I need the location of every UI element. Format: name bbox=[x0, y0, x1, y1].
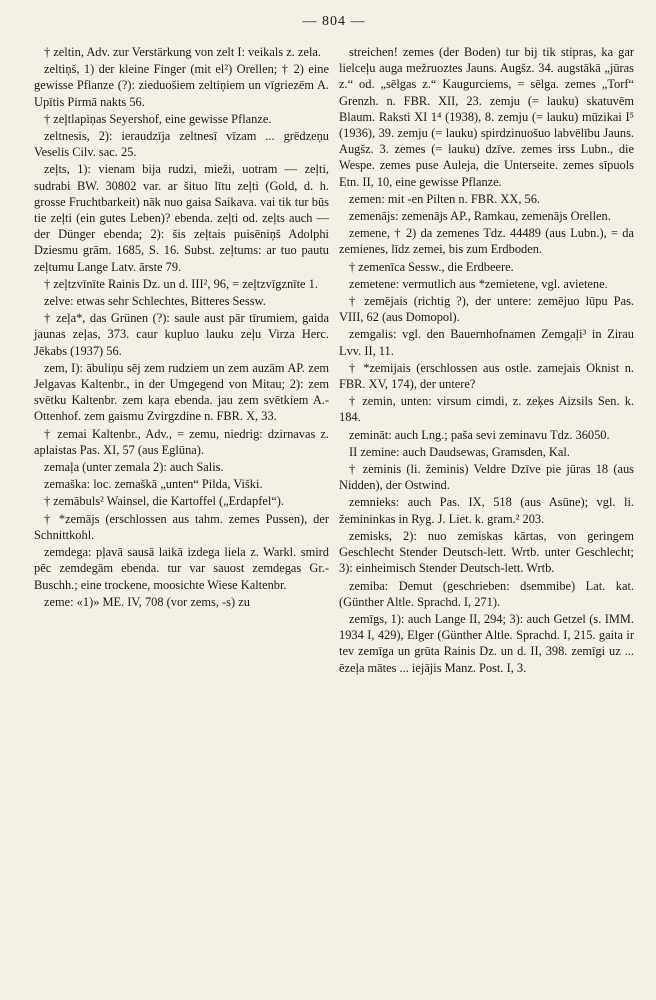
entry: II zemine: auch Daudsewas, Gramsden, Kal. bbox=[349, 444, 570, 459]
entry: † zeminis (li. žeminis) Veldre Dzīve pie jūras 18 (aus Nidden), der Ostwind. bbox=[339, 462, 634, 493]
columns bbox=[34, 44, 634, 677]
entry: zeme: «1)» ME. IV, 708 (vor zems, -s) zu bbox=[44, 594, 250, 609]
entry: zemisks, 2): nuo zemiskas kārtas, von geringem Geschlecht Stender Deutsch-lett. Wrtb. unter Geschlecht; 3): einheimisch Stender Deutsch-lett. Wrtb. bbox=[339, 528, 634, 576]
entry: † *zemājs (erschlossen aus tahm. zemes Pussen), der Schnittkohl. bbox=[34, 511, 329, 542]
entry: † zeļa*, das Grünen (?): saule aust pār tīrumiem, gaida jaunas zeļas, 373. caur kupluo lauku zeļu Virza Herc. Jēkabs (1937) 56. bbox=[34, 311, 329, 358]
entry: zem, I): ābuliņu sēj zem rudziem un zem auzām AP. zem Jelgavas Kaltenbr., in der Umgegend von Mitau; 2): zem svētku Kaltenbr. zem kaŗa ebenda. jau zem svētkiem A.-Ottenhof. zem gaismu Zvirgzdine n. FBR. X, 33. bbox=[34, 360, 329, 424]
entry: zemiba: Demut (geschrieben: dsemmibe) Lat. kat. (Günther Altle. Sprachd. I, 271). bbox=[339, 578, 634, 609]
entry: zemene, † 2) da zemenes Tdz. 44489 (aus Lubn.), = da zemienes, līdz zemei, bis zum Erdboden. bbox=[339, 226, 634, 257]
entry: zemaška: loc. zemaškā „unten“ Pilda, Viški. bbox=[44, 477, 263, 492]
page-header: — 804 — bbox=[302, 14, 366, 29]
entry: zemaļa (unter zemala 2): auch Salis. bbox=[44, 460, 224, 475]
entry: † zemenīca Sessw., die Erdbeere. bbox=[349, 259, 514, 274]
entry: zeļts, 1): vienam bija rudzi, mieži, uotram — zeļti, sudrabi BW. 30802 var. ar šituo lītu zeļti (Gold, d. h. grosse Fruchtbarkeit) nāk nuo gaisa Saikava. vai tik tur būs tie zeļti (ein gutes Leben)? ebenda. zeļti od. zeļts auch — der Dünger ebenda; 2): šis zeļtais puisēniņš Adolphi Dziesmu grām. 1685, S. 16. Subst. zeļtums: ar tuo pautu zeļtumu Lange Latv. ārste 79. bbox=[34, 162, 329, 274]
entry: zemīgs, 1): auch Lange II, 294; 3): auch Getzel (s. IMM. 1934 I, 429), Elger (Günther Altle. Sprachd. I, 215. gaita ir tev zemīga un grūta Rainis Dz. un d. II, 398. zemīgi uz ... ēzeļa mātes ... iejājis Manz. Post. I, 3. bbox=[339, 611, 634, 675]
entry: zemnieks: auch Pas. IX, 518 (aus Asūne); vgl. li. žemininkas in Ryg. J. Liet. k. gram.² 203. bbox=[339, 495, 634, 526]
entry: streichen! zemes (der Boden) tur bij tik stipras, ka gar lielceļu auga mežruoztes Jauns. Augšz. 34. augstākā „jūras z.“ od. „sēlgas z.“ Kaugurciems, = sēlga. zemes „Torf“ Grenzh. n. FBR. XII, 23. zemju (= lauku) skatuvēm Blaum. Raksti XI 1⁴ (1938), 8. zemju (= lauku) mūzikai I⁵ (1936), 39. zemju (= lauku) spirdzinuošuo labvēlību Jauns. Augšz. 3. zemes (= lauku) dzīve. zemes irss Lubn., die Wespe. zemes puse Auleja, die Unterseite. zemes sīpuols Etn. II, 10, eine gewisse Pflanze. bbox=[339, 45, 634, 189]
entry: † *zemijais (erschlossen aus ostle. zamejais Oknist n. FBR. XV, 174), der untere? bbox=[339, 360, 634, 392]
right-column bbox=[339, 44, 634, 677]
entry: zemināt: auch Lng.; paša sevi zeminavu Tdz. 36050. bbox=[349, 427, 610, 442]
entry: zemenājs: zemenājs AP., Ramkau, zemenājs Orellen. bbox=[349, 209, 611, 224]
entry: † zemin, unten: virsum cimdi, z. zeķes Aizsils Sen. k. 184. bbox=[339, 394, 634, 425]
entry: zemgalis: vgl. den Bauernhofnamen Zemgaļi³ in Zirau Lvv. II, 11. bbox=[339, 327, 634, 358]
entry: † zeļtzvīnīte Rainis Dz. un d. III², 96, = zeļtzvīgznīte 1. bbox=[44, 276, 318, 291]
entry: † zemābuls² Wainsel, die Kartoffel („Erdapfel“). bbox=[44, 494, 284, 509]
entry: zelve: etwas sehr Schlechtes, Bitteres Sessw. bbox=[44, 294, 266, 309]
left-column bbox=[34, 44, 329, 677]
entry: † zemai Kaltenbr., Adv., = zemu, niedrig: dzirnavas z. aplaistas Pas. XI, 57 (aus Eglūna). bbox=[34, 426, 329, 457]
entry: † zeltin, Adv. zur Verstärkung von zelt I: veikals z. zela. bbox=[44, 45, 321, 59]
entry: † zeļtlapiņas Seyershof, eine gewisse Pflanze. bbox=[44, 111, 272, 126]
entry: † zemējais (richtig ?), der untere: zemējuo lūpu Pas. VIII, 62 (aus Domopol). bbox=[339, 294, 634, 325]
entry: zemetene: vermutlich aus *zemietene, vgl. avietene. bbox=[349, 276, 608, 291]
entry: zemen: mit -en Pilten n. FBR. XX, 56. bbox=[349, 191, 541, 206]
entry: zeltnesis, 2): ieraudzīja zeltnesī vīzam ... grēdzeņu Veselis Cilv. sac. 25. bbox=[34, 129, 329, 160]
entry: zemdega: pļavā sausā laikā izdega liela z. Warkl. smird pēc zemdegām ebenda. tur var sauost zemdegas Gr.-Buschh.; eine trockene, moosichte Wiese Kaltenbr. bbox=[34, 545, 329, 592]
entry: zeltiņš, 1) der kleine Finger (mit el²) Orellen; † 2) eine gewisse Pflanze (?): zieduošiem zeltiņiem un vīgriezēm A. Upītis Pirmā nakts 56. bbox=[34, 62, 329, 109]
